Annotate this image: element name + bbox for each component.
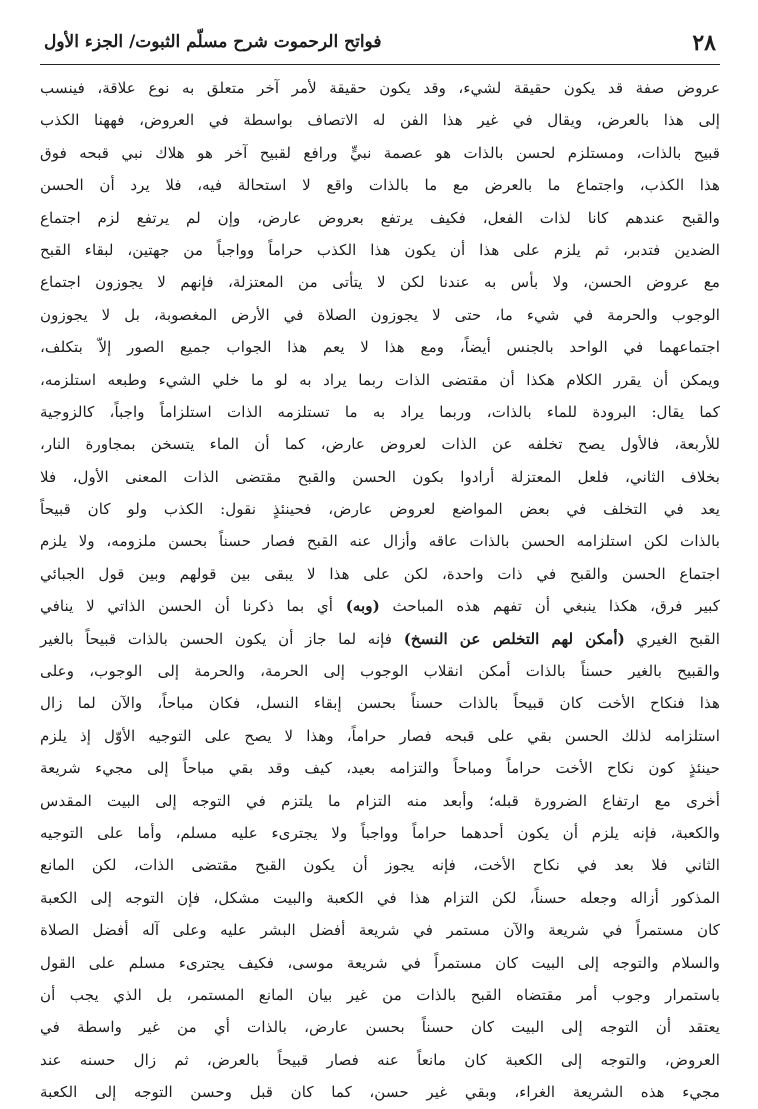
text-segment: اجتماع الحسن والقبح في ذات واحدة، لكن على هذا لا يبقى بين قولهم وبين قول الجبائي bbox=[40, 564, 720, 583]
text-segment: للأربعة، فالأول يصح تخلفه عن الذات لعروض عارض، كما أن الماء يتسخن بمجاورة النار، bbox=[40, 435, 720, 454]
text-line bbox=[40, 687, 720, 719]
text-segment: فإنه لما جاز أن يكون الحسن بالذات قبيحاً بالغير bbox=[40, 629, 404, 648]
text-line bbox=[40, 428, 720, 460]
text-segment: يعتقد أن التوجه إلى البيت كان حسناً بحسن عارض، بالذات أي من غير واسطة في bbox=[40, 1018, 720, 1037]
text-line bbox=[40, 202, 720, 234]
text-line bbox=[40, 169, 720, 201]
bold-quote: (وبه) bbox=[345, 597, 380, 616]
text-segment: الضدين فتدبر، ثم يلزم على هذا أن يكون هذا الكذب حراماً وواجباً من جهتين، لبقاء القبح bbox=[40, 240, 720, 259]
text-segment: كبير فرق، هكذا ينبغي أن تفهم هذه المباحث bbox=[379, 597, 720, 616]
text-line bbox=[40, 331, 720, 363]
text-line bbox=[40, 364, 720, 396]
text-line bbox=[40, 914, 720, 946]
text-segment: قبيح بالذات، ومستلزم لحسن بالذات هو عصمة نبيٍّ ورافع لقبيح آخر هو هلاك نبي قبحه فوق bbox=[40, 143, 720, 162]
text-segment: والقبح عندهم كانا لذات الفعل، فكيف يرتفع بعروض عارض، وإن لم يرتفع لزم اجتماع bbox=[40, 208, 720, 227]
text-line bbox=[40, 1076, 720, 1108]
text-segment: الوجوب والحرمة في شيء ما، حتى لا يجوزون الصلاة في الأرض المغصوبة، بل لا يجوزون bbox=[40, 305, 720, 324]
text-segment: المذكور أزاله وجعله حسناً، لكن التزام هذا في الكعبة والبيت مشكل، فإن التوجه إلى الكعبة bbox=[40, 888, 720, 907]
text-line bbox=[40, 849, 720, 881]
text-segment: هذا فنكاح الأخت كان قبيحاً بالذات حسناً بحسن إبقاء النسل، فكان مباحاً، والآن لما زال bbox=[40, 694, 720, 713]
text-segment: كما يقال: البرودة للماء بالذات، وربما يراد به ما تستلزمه الذات استلزاماً واجباً، كالزوجية bbox=[40, 402, 720, 421]
text-line bbox=[40, 655, 720, 687]
text-line bbox=[40, 979, 720, 1011]
text-segment: أخرى مع ارتفاع الضرورة قبله؛ وأبعد منه التزام ما يلتزم في التوجه إلى البيت المقدس bbox=[40, 791, 720, 810]
running-title: فواتح الرحموت شرح مسلّم الثبوت/ الجزء الأول bbox=[44, 32, 382, 52]
text-segment: هذا الكذب، واجتماع ما بالعرض مع ما بالذات واقع لا استحالة فيه، فلا يرد أن الحسن bbox=[40, 176, 720, 195]
text-segment: استلزامه لذلك الحسن بقي على قبحه فصار حراماً، وهذا لا يصح على التوجيه الأوّل إذ يلزم bbox=[40, 726, 720, 745]
text-segment: أي بما ذكرنا أن الحسن الذاتي لا ينافي bbox=[40, 597, 346, 616]
text-segment: والكعبة، فإنه يلزم أن يكون أحدهما حراماً وواجباً ولا يجترىء عليه مسلم، وأما على التوجيه bbox=[40, 823, 720, 842]
bold-quote: (أمكن لهم التخلص عن النسخ) bbox=[403, 629, 625, 648]
body-text bbox=[40, 72, 720, 1102]
text-line bbox=[40, 266, 720, 298]
text-line bbox=[40, 720, 720, 752]
text-segment: والسلام والتوجه إلى البيت كان مستمراً في شريعة موسى، فكيف يجترىء مسلم على القول bbox=[40, 953, 720, 972]
text-segment: يعد في التخلف في بعض المواضع لعروض عارض، فحينئذٍ نقول: الكذب ولو كان قبيحاً bbox=[40, 500, 720, 519]
text-segment: كان مستمراً في شريعة والآن مستمر في شريعة أفضل البشر عليه وعلى آله أفضل الصلاة bbox=[40, 921, 720, 940]
text-line bbox=[40, 396, 720, 428]
text-segment: باستمرار وجوب أمر مقتضاه القبح بالذات من غير بيان المانع المستمر، بل الذي يجب أن bbox=[40, 985, 720, 1004]
text-segment: بالذات لكن استلزامه الحسن بالذات عاقه وأزال عنه القبح فصار حسناً بحسن ملزومه، ولا يلزم bbox=[40, 532, 720, 551]
text-segment: القبح الغيري bbox=[624, 629, 720, 648]
text-line bbox=[40, 72, 720, 104]
text-segment: ويمكن أن يقرر الكلام هكذا أن مقتضى الذات ربما يراد به لو ما خلي الشيء وطبعه استلزمه، bbox=[40, 370, 720, 389]
text-line bbox=[40, 558, 720, 590]
text-line bbox=[40, 1011, 720, 1043]
text-segment: إلى هذا بالعرض، ويقال في غير هذا الفن له الاتصاف بواسطة في العروض، فههنا الكذب bbox=[40, 111, 720, 130]
text-line bbox=[40, 947, 720, 979]
text-line bbox=[40, 493, 720, 525]
text-line bbox=[40, 623, 720, 655]
text-line bbox=[40, 785, 720, 817]
page-header bbox=[40, 28, 720, 65]
text-line bbox=[40, 752, 720, 784]
page-number: ٢٨ bbox=[692, 30, 716, 56]
text-segment: الثاني فلا بعد في نكاح الأخت، فإنه يجوز أن يكون القبح مقتضى الذات، لكن المانع bbox=[40, 856, 720, 875]
text-segment: عروض صفة قد يكون حقيقة لشيء، وقد يكون حقيقة لأمر آخر متعلق به نوع علاقة، فينسب bbox=[40, 79, 720, 97]
text-segment: والقبيح بالغير حسناً بالذات أمكن انقلاب الوجوب إلى الحرمة، والحرمة إلى الوجوب، وعلى bbox=[40, 662, 720, 681]
text-segment: اجتماعهما في الواحد بالجنس أيضاً، ومع هذا لا يعم هذا الجواب جميع الصور إلاّ بتكلف، bbox=[40, 338, 720, 357]
text-line bbox=[40, 104, 720, 136]
text-segment: مجيء هذه الشريعة الغراء، وبقي غير حسن، كما كان قبل وحسن التوجه إلى الكعبة bbox=[40, 1083, 720, 1102]
text-line bbox=[40, 299, 720, 331]
text-line bbox=[40, 1044, 720, 1076]
text-line bbox=[40, 234, 720, 266]
text-segment: حينئذٍ كون نكاح الأخت حراماً ومباحاً والتزامه بعيد، كيف وقد بقي مباحاً إلى مجيء شريعة bbox=[40, 759, 720, 778]
text-line bbox=[40, 882, 720, 914]
text-segment: العروض، والتوجه إلى الكعبة كان مانعاً عنه فصار قبيحاً بالعرض، ثم زال حسنه عند bbox=[40, 1050, 720, 1069]
text-line bbox=[40, 817, 720, 849]
text-segment: بخلاف الثاني، فلعل المعتزلة أرادوا بكون الحسن والقبح مقتضى الذات المعنى الأول، فلا bbox=[40, 467, 720, 486]
text-line bbox=[40, 461, 720, 493]
text-segment: مع عروض الحسن، ولا بأس به عندنا لكن لا يتأتى من المعتزلة، فإنهم لا يجوزون اجتماع bbox=[40, 273, 720, 292]
text-line bbox=[40, 137, 720, 169]
text-line bbox=[40, 525, 720, 557]
text-line bbox=[40, 590, 720, 622]
